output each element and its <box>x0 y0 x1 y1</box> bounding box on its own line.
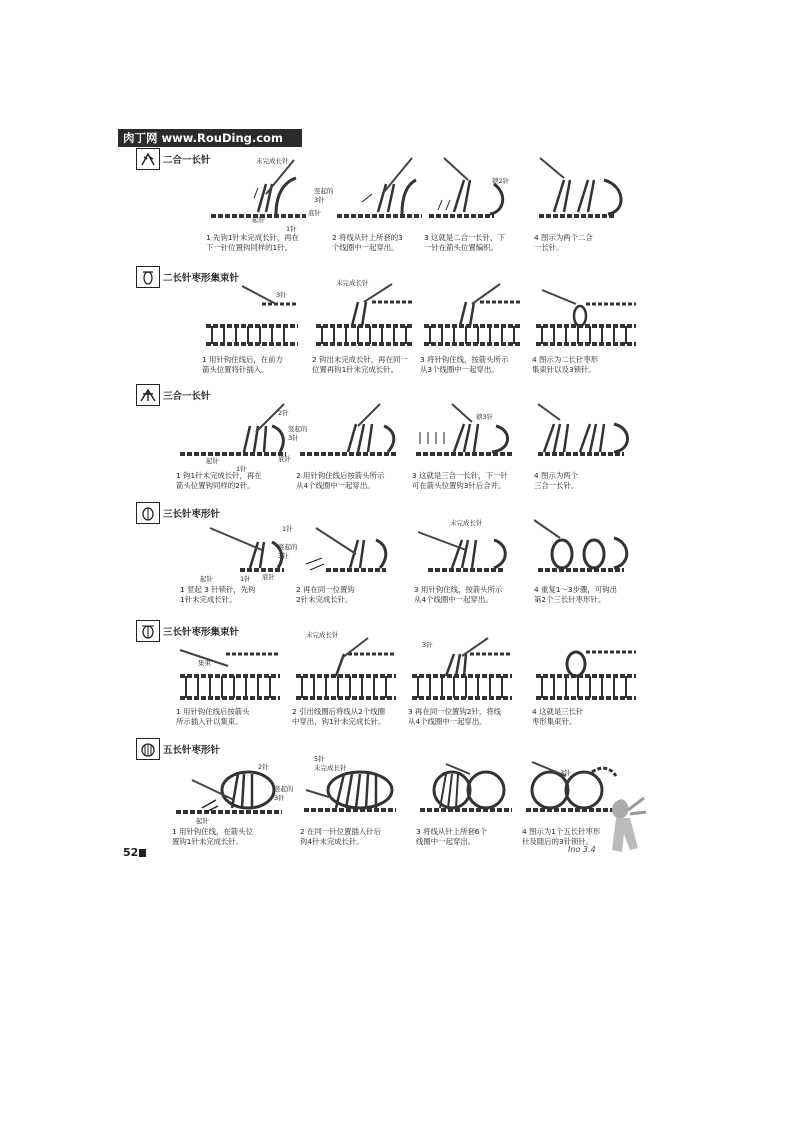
diagram-label: 竖起的 3针 <box>288 425 308 442</box>
step-2 <box>292 636 404 727</box>
step-caption: 4 这就是三长针 枣形集束针。 <box>532 707 584 726</box>
step-illustration <box>412 402 524 470</box>
diagram-label: 1针 <box>282 525 293 533</box>
step-caption: 4 图示为1个五长针枣形 针及随后的3针锁针。 <box>522 827 601 846</box>
diagram-label: 竖起的 3针 <box>314 187 334 204</box>
step-caption: 2 用针钩住线后按箭头所示 从4个线圈中一起穿出。 <box>296 471 385 490</box>
diagram-label: 5针 未完成长针 <box>314 755 347 772</box>
section-two-double-bobble-cluster <box>136 266 646 378</box>
diagram-label: 底针 <box>262 573 275 581</box>
step-caption: 1 先钩1针未完成长针，再在 下一针位置钩同样的1针。 <box>206 233 300 252</box>
diagram-label: 2针 <box>258 763 269 771</box>
step-1 <box>176 636 288 727</box>
step-illustration <box>532 282 644 354</box>
step-caption: 3 这就是三合一长针，下一针 可在箭头位置钩3针后合并。 <box>412 471 508 490</box>
diagram-label: 锁2针 <box>492 177 510 185</box>
diagram-label: 未完成长针 <box>306 631 339 639</box>
step-4 <box>532 636 644 727</box>
step-caption: 4 重复1～3步骤，可钩出 第2个三长针枣形针。 <box>534 585 617 604</box>
section-title: 五长针枣形针 <box>163 745 221 756</box>
step-illustration <box>300 760 412 826</box>
step-3 <box>414 518 526 605</box>
step-illustration <box>414 518 526 584</box>
diagram-label: 3针 <box>276 291 287 299</box>
section-title: 二长针枣形集束针 <box>163 273 240 284</box>
section-five-double-bobble <box>136 738 646 858</box>
diagram-label: 锁3针 <box>476 413 494 421</box>
page-number <box>123 846 146 859</box>
step-caption: 1 用针钩住线后，在前方 箭头位置将针插入。 <box>202 355 283 374</box>
diagram-label: 竖起的 3针 <box>278 543 298 560</box>
step-caption: 3 将线从针上所套6个 线圈中一起穿出。 <box>416 827 487 846</box>
diagram-label: 3针 <box>560 769 571 777</box>
step-2 <box>296 518 408 605</box>
step-4 <box>532 282 644 375</box>
step-caption: 4 图示为二长针枣形 集束针以及3锁针。 <box>532 355 599 374</box>
diagram-label: 集束 <box>198 659 211 667</box>
section-title: 三长针枣形针 <box>163 509 221 520</box>
diagram-label: 起针 <box>206 457 219 465</box>
section-three-double-bobble <box>136 502 646 616</box>
step-illustration <box>180 518 300 584</box>
diagram-label: 1针 <box>236 465 247 473</box>
section-title: 三合一长针 <box>163 391 211 402</box>
step-illustration <box>176 402 296 470</box>
step-illustration <box>408 636 520 706</box>
section-title: 二合一长针 <box>163 155 211 166</box>
diagram-label: 未完成长针 <box>256 157 289 165</box>
step-2 <box>296 402 408 491</box>
step-illustration <box>534 518 646 584</box>
stitch-symbol-icon <box>136 502 160 524</box>
step-2 <box>300 760 412 847</box>
step-illustration <box>534 402 646 470</box>
section-three-double-bobble-cluster <box>136 620 646 734</box>
step-2 <box>312 282 424 375</box>
watermark-banner: 肉丁网 www.RouDing.com <box>118 129 302 147</box>
step-illustration <box>202 282 314 354</box>
step-illustration <box>296 402 408 470</box>
section-title: 三长针枣形集束针 <box>163 627 240 638</box>
step-4 <box>534 154 646 253</box>
step-1 <box>180 518 292 605</box>
step-4 <box>534 402 646 491</box>
stitch-symbol-icon <box>136 266 160 288</box>
diagram-label: 底针 <box>308 209 321 217</box>
step-3 <box>420 282 532 375</box>
page-number-text: 52 <box>123 846 139 859</box>
step-caption: 1 用针钩住线后按箭头 所示插入针以集束。 <box>176 707 250 726</box>
step-illustration <box>534 154 644 232</box>
step-caption: 2 将线从针上所套的3 个线圈中一起穿出。 <box>332 233 403 252</box>
step-caption: 1 钩1针未完成长针，再在 箭头位置钩同样的2针。 <box>176 471 262 490</box>
diagram-label: 未完成长针 <box>450 519 483 527</box>
section-three-in-one-double <box>136 384 646 496</box>
diagram-label: 1针 <box>240 575 251 583</box>
step-1 <box>172 760 284 847</box>
step-illustration <box>420 282 532 354</box>
step-caption: 3 将针钩住线，按箭头所示 从3个线圈中一起穿出。 <box>420 355 509 374</box>
step-caption: 2 引出线圈后将线从2个线圈 中穿出，钩1针未完成长针。 <box>292 707 386 726</box>
page-number-marker <box>139 849 146 857</box>
step-illustration <box>206 154 316 232</box>
step-caption: 1 用针钩住线，在箭头位 置钩1针未完成长针。 <box>172 827 253 846</box>
step-1 <box>206 154 318 253</box>
step-caption: 4 图示为两个 三合一长针。 <box>534 471 579 490</box>
step-caption: 1 竖起 3 针锁针，先钩 1针未完成长针。 <box>180 585 256 604</box>
step-caption: 2 钩出未完成长针，再在同一 位置再钩1针未完成长针。 <box>312 355 408 374</box>
section-two-in-one-double <box>136 148 646 258</box>
step-illustration <box>312 282 424 354</box>
step-illustration <box>296 518 408 584</box>
step-1 <box>202 282 314 375</box>
step-3 <box>424 154 536 253</box>
diagram-label: 起针 <box>196 817 209 825</box>
diagram-label: 未完成长针 <box>336 279 369 287</box>
step-illustration <box>424 154 534 232</box>
step-caption: 3 这就是二合一长针，下 一针在箭头位置编织。 <box>424 233 505 252</box>
step-3 <box>416 760 528 847</box>
cartoon-figure-icon <box>600 790 650 864</box>
diagram-label: 1针 <box>286 225 297 233</box>
diagram-label: 3针 <box>422 641 433 649</box>
diagram-label: 竖起的 3针 <box>274 785 294 802</box>
stitch-symbol-icon <box>136 620 160 642</box>
step-3 <box>408 636 520 727</box>
step-caption: 3 用针钩住线，按箭头所示 从4个线圈中一起穿出。 <box>414 585 503 604</box>
diagram-label: 底针 <box>278 455 291 463</box>
step-3 <box>412 402 524 491</box>
step-caption: 3 再在同一位置钩2针，将线 从4个线圈中一起穿出。 <box>408 707 502 726</box>
diagram-label: 起针 <box>200 575 213 583</box>
stitch-symbol-icon <box>136 148 160 170</box>
diagram-label: 起针 <box>252 216 265 224</box>
stitch-symbol-icon <box>136 384 160 406</box>
step-illustration <box>172 760 288 826</box>
step-caption: 2 在同一针位置插入针后 钩4针未完成长针。 <box>300 827 381 846</box>
step-caption: 4 图示为两个二合 一长针。 <box>534 233 593 252</box>
stitch-symbol-icon <box>136 738 160 760</box>
step-illustration <box>532 636 644 706</box>
diagram-label: 2针 <box>278 409 289 417</box>
step-1 <box>176 402 288 491</box>
step-caption: 2 再在同一位置钩 2针未完成长针。 <box>296 585 355 604</box>
step-4 <box>534 518 646 605</box>
artist-signature: Ino 3.4 <box>568 845 596 854</box>
step-illustration <box>292 636 404 706</box>
step-illustration <box>416 760 528 826</box>
step-illustration <box>176 636 288 706</box>
